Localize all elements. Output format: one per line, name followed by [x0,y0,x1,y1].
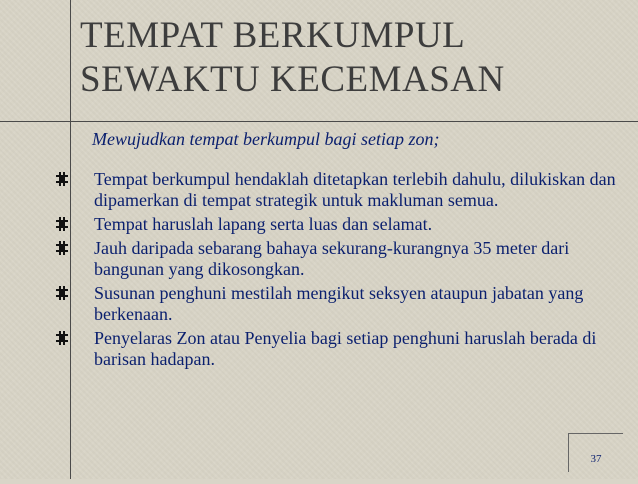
slide-title [80,14,620,102]
hash-square-bullet-icon [56,331,68,345]
bullet-text: Jauh daripada sebarang bahaya sekurang-kurangnya 35 meter dari bangunan yang dikosongkan. [94,238,570,279]
title-line-1: TEMPAT BERKUMPUL [80,15,466,56]
slide-subtitle: Mewujudkan tempat berkumpul bagi setiap zon; [92,129,440,149]
hash-square-bullet-icon [56,172,68,186]
bullet-text: Penyelaras Zon atau Penyelia bagi setiap penghuni haruslah berada di barisan hadapan. [94,328,597,369]
bullet-text: Tempat berkumpul hendaklah ditetapkan terlebih dahulu, dilukiskan dan dipamerkan di tempat strategik untuk makluman semua. [94,169,616,210]
list-item [56,328,631,370]
hash-square-bullet-icon [56,241,68,255]
horizontal-divider-line [0,121,638,122]
list-item [56,283,631,325]
bullet-list [56,169,631,373]
bullet-text: Susunan penghuni mestilah mengikut seksyen ataupun jabatan yang berkenaan. [94,283,584,324]
hash-square-bullet-icon [56,286,68,300]
list-item [56,214,631,235]
hash-square-bullet-icon [56,217,68,231]
list-item [56,169,631,211]
title-line-2: SEWAKTU KECEMASAN [80,59,505,100]
bullet-text: Tempat haruslah lapang serta luas dan selamat. [94,214,433,234]
page-number: 37 [568,433,623,472]
list-item [56,238,631,280]
